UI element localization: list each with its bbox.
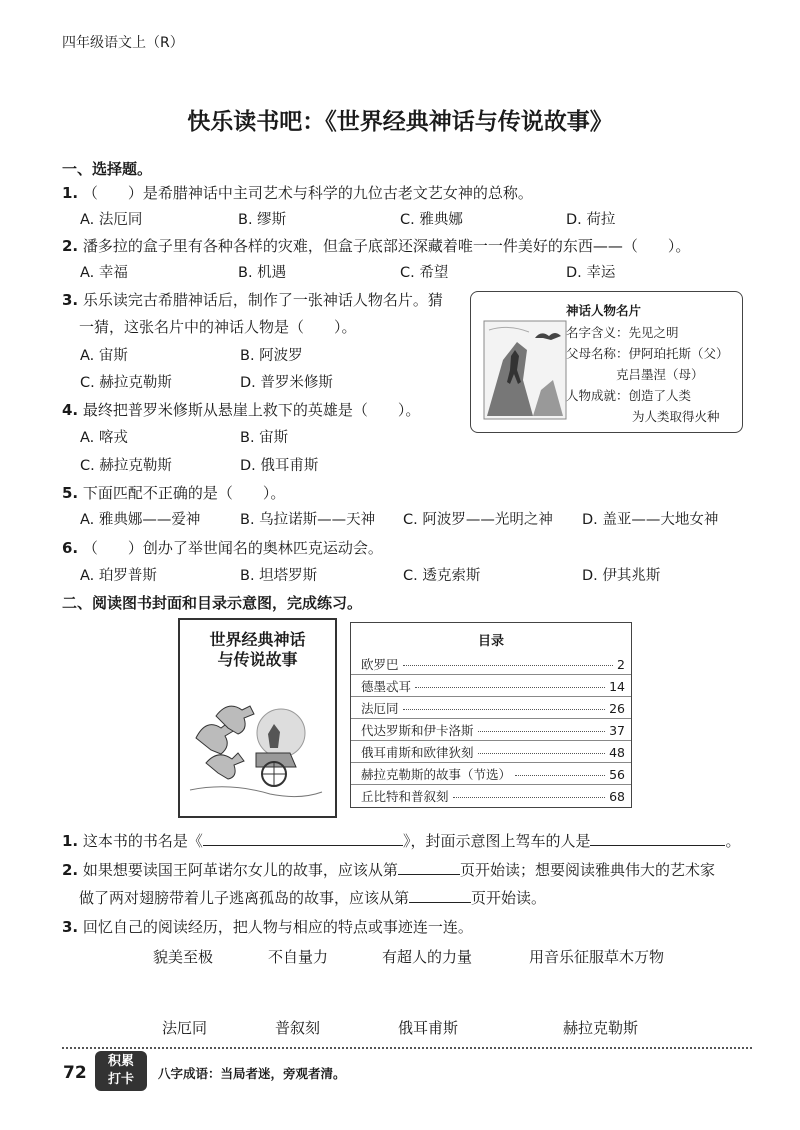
book-title-blank[interactable] [203, 831, 403, 846]
question-1: 1. （ ）是希腊神话中主司艺术与科学的九位古老文艺女神的总称。 [62, 184, 533, 202]
q2-option-c[interactable]: C. 希望 [400, 265, 449, 281]
page-blank-1[interactable] [398, 860, 460, 875]
card-line: 为人类取得火种 [632, 409, 720, 424]
footer-divider [62, 1047, 752, 1049]
section-1-heading: 一、选择题。 [62, 160, 153, 178]
question-3-line-2: 一猜，这张名片中的神话人物是（ ）。 [79, 318, 357, 336]
card-line: 名字含义：先见之明 [566, 325, 679, 340]
myth-character-card [470, 291, 743, 433]
chariot-illustration-icon [186, 678, 326, 808]
trait-item[interactable]: 用音乐征服草木万物 [529, 948, 665, 966]
q6-option-c[interactable]: C. 透克索斯 [403, 568, 481, 584]
q4-option-a[interactable]: A. 喀戎 [80, 430, 128, 446]
trait-item[interactable]: 貌美至极 [153, 948, 214, 966]
question-3: 3. 乐乐读完古希腊神话后，制作了一张神话人物名片。猜 [62, 291, 443, 309]
accumulate-badge: 积累 打卡 [95, 1051, 147, 1091]
toc-item[interactable]: 欧罗巴 2 [361, 655, 625, 673]
question-2: 2. 潘多拉的盒子里有各种各样的灾难，但盒子底部还深藏着唯一一件美好的东西——（ ）。 [62, 237, 691, 255]
q4-option-c[interactable]: C. 赫拉克勒斯 [80, 458, 172, 474]
footer-proverb: 八字成语：当局者迷，旁观者清。 [158, 1066, 346, 1081]
card-title: 神话人物名片 [566, 303, 642, 318]
toc-heading: 目录 [477, 634, 504, 649]
person-item[interactable]: 俄耳甫斯 [398, 1019, 459, 1037]
toc-item[interactable]: 丘比特和普叙刻 68 [361, 789, 625, 804]
person-item[interactable]: 赫拉克勒斯 [563, 1019, 639, 1037]
book-cover [178, 618, 337, 818]
section-2-question-2: 2. 如果想要读国王阿革诺尔女儿的故事，应该从第 页开始读；想要阅读雅典伟大的艺术家 [62, 861, 715, 879]
q5-option-a[interactable]: A. 雅典娜——爱神 [80, 512, 201, 528]
q1-option-b[interactable]: B. 缪斯 [238, 212, 287, 228]
q3-option-a[interactable]: A. 宙斯 [80, 348, 128, 364]
q2-option-b[interactable]: B. 机遇 [238, 265, 287, 281]
question-5: 5. 下面匹配不正确的是（ ）。 [62, 484, 286, 502]
page-blank-2[interactable] [409, 888, 471, 903]
table-of-contents [350, 622, 632, 808]
section-2-question-2-line-2: 做了两对翅膀带着儿子逃离孤岛的故事，应该从第 页开始读。 [79, 889, 547, 907]
q4-option-d[interactable]: D. 俄耳甫斯 [240, 458, 319, 474]
toc-item[interactable]: 德墨忒耳 14 [361, 677, 625, 695]
toc-item[interactable]: 法厄同 26 [361, 699, 625, 717]
page-number: 72 [63, 1063, 87, 1083]
card-line: 父母名称：伊阿珀托斯（父） [566, 346, 729, 361]
q1-option-d[interactable]: D. 荷拉 [566, 212, 616, 228]
toc-item[interactable]: 代达罗斯和伊卡洛斯 37 [361, 721, 625, 739]
trait-item[interactable]: 有超人的力量 [382, 948, 473, 966]
q6-option-b[interactable]: B. 坦塔罗斯 [240, 568, 318, 584]
trait-item[interactable]: 不自量力 [268, 948, 329, 966]
card-line: 人物成就：创造了人类 [566, 388, 692, 403]
q1-option-c[interactable]: C. 雅典娜 [400, 212, 463, 228]
q3-option-b[interactable]: B. 阿波罗 [240, 348, 303, 364]
q6-option-d[interactable]: D. 伊其兆斯 [582, 568, 661, 584]
section-2-question-3: 3. 回忆自己的阅读经历，把人物与相应的特点或事迹连一连。 [62, 918, 473, 936]
q5-option-d[interactable]: D. 盖亚——大地女神 [582, 512, 719, 528]
grade-label: 四年级语文上（R） [62, 35, 184, 51]
q1-option-a[interactable]: A. 法厄同 [80, 212, 143, 228]
section-2-question-1: 1. 这本书的书名是《 》，封面示意图上驾车的人是 。 [62, 832, 741, 850]
cover-title: 世界经典神话 与传说故事 [209, 630, 306, 669]
person-item[interactable]: 普叙刻 [275, 1019, 321, 1037]
page-title: 快乐读书吧：《世界经典神话与传说故事》 [187, 109, 613, 135]
question-4: 4. 最终把普罗米修斯从悬崖上救下的英雄是（ ）。 [62, 401, 421, 419]
q4-option-b[interactable]: B. 宙斯 [240, 430, 289, 446]
q3-option-c[interactable]: C. 赫拉克勒斯 [80, 375, 172, 391]
q6-option-a[interactable]: A. 珀罗普斯 [80, 568, 157, 584]
question-6: 6. （ ）创办了举世闻名的奥林匹克运动会。 [62, 539, 383, 557]
q5-option-c[interactable]: C. 阿波罗——光明之神 [403, 512, 553, 528]
prometheus-illustration-icon [483, 320, 567, 420]
toc-item[interactable]: 赫拉克勒斯的故事（节选） 56 [361, 765, 625, 783]
q2-option-a[interactable]: A. 幸福 [80, 265, 128, 281]
q3-option-d[interactable]: D. 普罗米修斯 [240, 375, 333, 391]
section-2-heading: 二、阅读图书封面和目录示意图，完成练习。 [62, 594, 363, 612]
toc-item[interactable]: 俄耳甫斯和欧律狄刻 48 [361, 743, 625, 761]
person-item[interactable]: 法厄同 [162, 1019, 208, 1037]
card-line: 克吕墨涅（母） [616, 367, 704, 382]
q5-option-b[interactable]: B. 乌拉诺斯——天神 [240, 512, 376, 528]
q2-option-d[interactable]: D. 幸运 [566, 265, 616, 281]
driver-blank[interactable] [590, 831, 725, 846]
